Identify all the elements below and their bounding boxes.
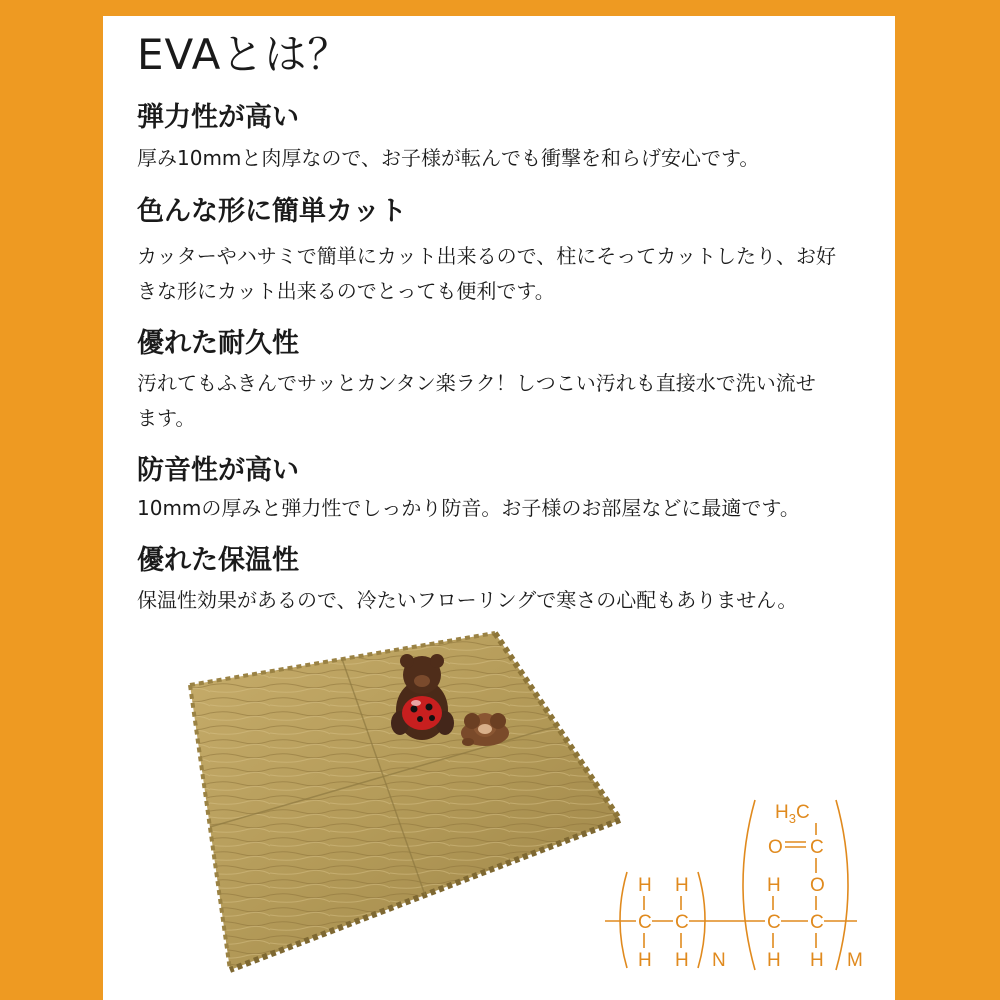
- page-title: EVAとは？: [137, 30, 351, 79]
- h3c-tail: C: [795, 802, 810, 823]
- svg-text:H3C: [775, 802, 810, 826]
- section-heading-durability: 優れた耐久性: [137, 328, 299, 359]
- h-top-2: H: [675, 875, 689, 896]
- h-bottom-4: H: [810, 950, 824, 971]
- c-2: C: [675, 912, 689, 933]
- section-heading-cutting: 色んな形に簡単カット: [137, 196, 407, 227]
- section-text-durability-line2: ます。: [137, 406, 196, 430]
- ladybug-ball-toy-icon: [402, 696, 442, 730]
- section-text-cutting-line2: きな形にカット出来るのでとっても便利です。: [137, 279, 555, 303]
- monkey-toy-icon: [461, 713, 509, 746]
- subscript-m: M: [847, 950, 863, 971]
- section-heading-soundproof: 防音性が高い: [137, 455, 299, 486]
- h3c-sub: 3: [788, 811, 796, 826]
- section-text-cutting-line1: カッターやハサミで簡単にカット出来るので、柱にそってカットしたり、お好: [137, 244, 836, 268]
- carbonyl-c: C: [810, 837, 824, 858]
- section-heading-elasticity: 弾力性が高い: [137, 102, 299, 133]
- subscript-n: N: [712, 950, 726, 971]
- section-text-soundproof: 10mmの厚みと弾力性でしっかり防音。お子様のお部屋などに最適です。: [137, 496, 800, 520]
- c-1: C: [638, 912, 652, 933]
- eva-chemical-formula: [595, 790, 885, 975]
- ester-o: O: [810, 875, 825, 896]
- carbonyl-o: O: [768, 837, 783, 858]
- section-text-durability-line1: 汚れてもふきんでサッとカンタン楽ラク！しつこい汚れも直接水で洗い流せ: [137, 371, 816, 395]
- section-heading-insulation: 優れた保温性: [137, 545, 299, 576]
- c-3: C: [767, 912, 781, 933]
- c-4: C: [810, 912, 824, 933]
- h-bottom-2: H: [675, 950, 689, 971]
- h-top-3: H: [767, 875, 781, 896]
- h-top-1: H: [638, 875, 652, 896]
- floor-mat-photo: [150, 625, 670, 980]
- section-text-elasticity: 厚み10mmと肉厚なので、お子様が転んでも衝撃を和らげ安心です。: [137, 146, 760, 170]
- h3c-main: H: [775, 802, 789, 823]
- h-bottom-3: H: [767, 950, 781, 971]
- h-bottom-1: H: [638, 950, 652, 971]
- wood-floor-mat-icon: [190, 633, 620, 970]
- section-text-insulation: 保温性効果があるので、冷たいフローリングで寒さの心配もありません。: [137, 588, 798, 612]
